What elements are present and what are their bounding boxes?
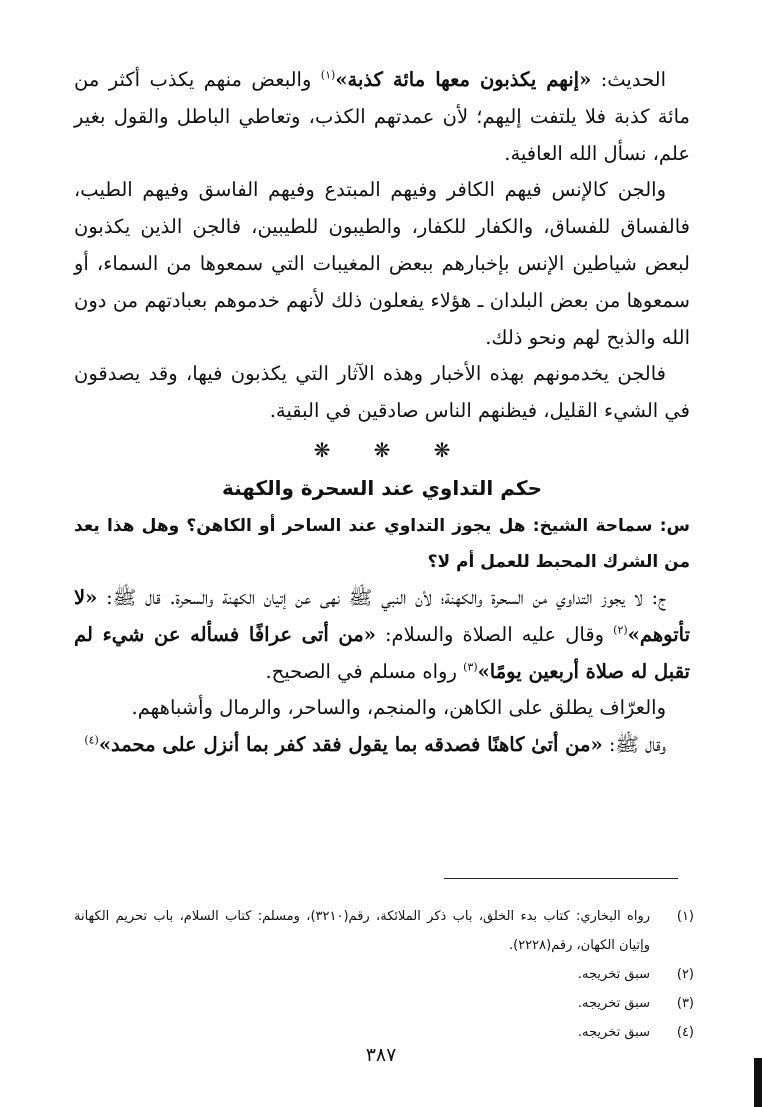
star-ornament-icon: ❋ — [313, 437, 331, 462]
book-edge-shadow — [754, 1058, 762, 1107]
question-text: س: سماحة الشيخ: هل يجوز التداوي عند الساحر أو الكاهن؟ وهل هذا يعد من الشرك المحبط للعمل أم لا؟ — [74, 515, 690, 572]
answer-text-2: وقال عليه الصلاة والسلام: — [375, 622, 614, 646]
footnote-item — [74, 902, 694, 960]
answer-paragraph — [74, 580, 690, 690]
footnote-text: سبق تخريجه. — [577, 996, 650, 1011]
section-heading: حكم التداوي عند السحرة والكهنة — [222, 475, 542, 500]
section-divider — [74, 432, 690, 468]
footnote-number: (١) — [676, 909, 694, 924]
footnote-ref-1[interactable]: (١) — [320, 68, 336, 82]
footnote-text: سبق تخريجه. — [577, 967, 650, 982]
hadith-quote-1: «إنهم يكذبون معها مائة كذبة» — [335, 68, 592, 91]
footnote-number: (٤) — [676, 1025, 694, 1040]
hadith-quote-2: «لا تأتوهم» — [74, 585, 690, 646]
footnote-text: رواه البخاري: كتاب بدء الخلق، باب ذكر الملائكة، رقم(٣٢١٠)، ومسلم: كتاب السلام، باب تحريم الكهانة وإتيان الكهان، رقم(٢٢٢٨). — [74, 909, 651, 953]
footnote-item — [74, 1018, 694, 1047]
footnote-number: (٢) — [676, 967, 694, 982]
footnote-divider — [444, 878, 678, 879]
paragraph-6-text: وقال ﷺ: — [602, 733, 666, 757]
star-ornament-icon: ❋ — [433, 437, 451, 462]
footnote-item — [74, 960, 694, 989]
answer-text-3: رواه مسلم في الصحيح. — [265, 659, 464, 683]
footnote-text: سبق تخريجه. — [577, 1025, 650, 1040]
page-number: ٣٨٧ — [365, 1044, 397, 1066]
paragraph-1-text: الحديث: — [591, 68, 667, 91]
hadith-quote-3: «من أتى عرافًا فسأله عن شيء لم تقبل له صلاة أربعين يومًا» — [74, 622, 690, 683]
footnote-ref-4[interactable]: (٤) — [84, 733, 99, 747]
star-ornament-icon: ❋ — [373, 437, 391, 462]
paragraph-2: والجن كالإنس فيهم الكافر وفيهم المبتدع وفيهم الفاسق وفيهم الطيب، فالفساق للفساق، والكفار للكفار، والطيبون للطيبين، فالجن الذين يكذبون لبعض شياطين الإنس بإخبارهم ببعض المغيبات التي سمعوها من السماء، أو سمعوها من بعض البلدان ـ هؤلاء يفعلون ذلك لأنهم خدموهم بعبادتهم من دون الله والذبح لهم ونحو ذلك. — [74, 178, 690, 349]
paragraph-3: فالجن يخدمونهم بهذه الأخبار وهذه الآثار التي يكذبون فيها، وقد يصدقون في الشيء القليل، فيظنهم الناس صادقين في البقية. — [74, 362, 690, 423]
paragraph-6 — [74, 727, 690, 764]
paragraph-1 — [74, 62, 690, 172]
paragraph-5: والعرّاف يطلق على الكاهن، والمنجم، والساحر، والرمال وأشباههم. — [131, 696, 666, 720]
hadith-quote-4: «من أتىٰ كاهنًا فصدقه بما يقول فقد كفر بما أنزل على محمد» — [98, 733, 603, 757]
footnote-number: (٣) — [676, 996, 694, 1011]
footnote-ref-3[interactable]: (٣) — [463, 660, 478, 674]
footnote-ref-2[interactable]: (٢) — [613, 623, 628, 637]
answer-text-1: ج: لا يجوز التداوي من السحرة والكهنة؛ لأن النبي ﷺ نهى عن إتيان الكهنة والسحرة. قال ﷺ: — [97, 585, 666, 609]
paragraph-1-continuation: والبعض منهم يكذب أكثر من مائة كذبة فلا يلتفت إليهم؛ لأن عمدتهم الكذب، وتعاطي الباطل والقول بغير علم، نسأل الله العافية. — [74, 68, 690, 165]
page-body — [74, 62, 690, 764]
footnote-item — [74, 989, 694, 1018]
footnotes — [74, 902, 694, 1047]
